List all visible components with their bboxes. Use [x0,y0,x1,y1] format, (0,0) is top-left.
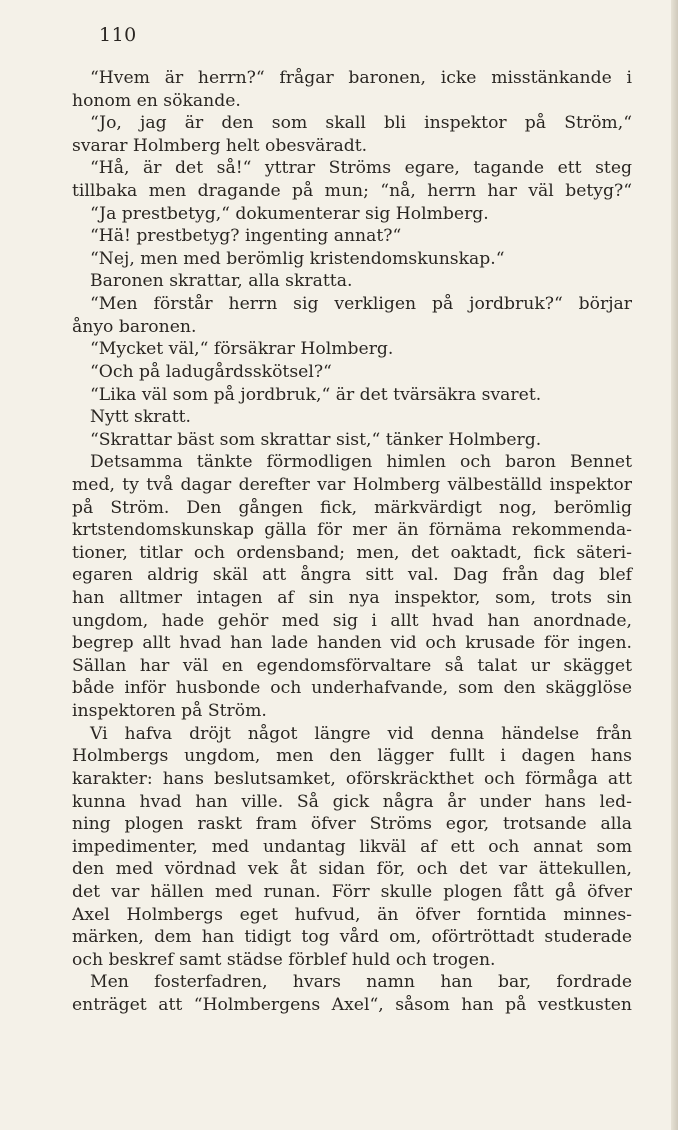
text-line: Baronen skrattar, alla skratta. [90,271,353,292]
text-line: “Mycket väl,“ försäkrar Holmberg. [90,339,394,360]
text-line: både inför husbonde och underhafvande, som den skägglöse [72,678,632,699]
text-line: karakter: hans beslutsamket, oförskräckthet och förmåga att [72,768,632,789]
text-line: ning plogen raskt fram öfver Ströms egor, trotsande alla [72,814,632,835]
text-line: krtstendomskunskap gälla för mer än förnäma rekommenda- [72,520,632,541]
text-line: “Men förstår herrn sig verkligen på jordbruk?“ börjar [90,294,632,315]
text-line: den med vördnad vek åt sidan för, och det var ättekullen, [72,859,632,880]
text-line: Detsamma tänkte förmodligen himlen och baron Bennet [90,452,632,473]
text-line: honom en sökande. [72,90,241,111]
text-line: egaren aldrig skäl att ångra sitt val. Dag från dag blef [72,565,632,586]
page-number: 110 [99,24,137,46]
text-line: och beskref samt städse förblef huld och trogen. [72,949,496,970]
text-line: på Ström. Den gången fick, märkvärdigt nog, berömlig [72,497,632,518]
text-line: märken, dem han tidigt tog vård om, oförtröttadt studerade [72,927,632,948]
text-line: med, ty två dagar derefter var Holmberg välbeställd inspektor [72,474,632,495]
text-line: Axel Holmbergs eget hufvud, än öfver forntida minnes- [72,904,632,925]
text-line: “Nej, men med berömlig kristendomskunskap.“ [90,248,505,269]
text-line: Vi hafva dröjt något längre vid denna händelse från [90,723,632,744]
text-line: ånyo baronen. [72,316,197,337]
text-line: kunna hvad han ville. Så gick några år under hans led- [72,791,632,812]
text-line: ungdom, hade gehör med sig i allt hvad han anordnade, [72,610,632,631]
text-line: impedimenter, med undantag likväl af ett och annat som [72,836,632,857]
text-line: begrep allt hvad han lade handen vid och krusade för ingen. [72,633,632,654]
text-line: “Jo, jag är den som skall bli inspektor på Ström,“ [90,113,632,134]
text-line: det var hällen med runan. Förr skulle plogen fått gå öfver [72,881,632,902]
text-line: Sällan har väl en egendomsförvaltare så talat ur skägget [72,655,632,676]
text-line: “Ja prestbetyg,“ dokumenterar sig Holmberg. [90,203,489,224]
text-line: “Hå, är det så!“ yttrar Ströms egare, tagande ett steg [90,158,632,179]
text-line: inspektoren på Ström. [72,701,267,722]
text-line: tioner, titlar och ordensband; men, det oaktadt, fick säteri- [72,542,632,563]
text-line: svarar Holmberg helt obesväradt. [72,135,368,156]
text-line: tillbaka men dragande på mun; “nå, herrn har väl betyg?“ [72,181,632,202]
text-line: Nytt skratt. [90,407,192,428]
text-line: “Lika väl som på jordbruk,“ är det tvärsäkra svaret. [90,384,542,405]
text-line: Holmbergs ungdom, men den lägger fullt i dagen hans [72,746,632,767]
text-line: “Och på ladugårdsskötsel?“ [90,361,332,382]
text-line: “Hä! prestbetyg? ingenting annat?“ [90,226,402,247]
text-line: enträget att “Holmbergens Axel“, såsom han på vestkusten [72,994,632,1015]
text-line: han alltmer intagen af sin nya inspektor, som, trots sin [72,588,632,609]
body-text [72,67,632,1017]
text-line: “Skrattar bäst som skrattar sist,“ tänker Holmberg. [90,429,542,450]
page-edge [671,0,678,1130]
text-line: “Hvem är herrn?“ frågar baronen, icke misstänkande i [90,68,632,88]
text-line: Men fosterfadren, hvars namn han bar, fordrade [90,972,632,993]
